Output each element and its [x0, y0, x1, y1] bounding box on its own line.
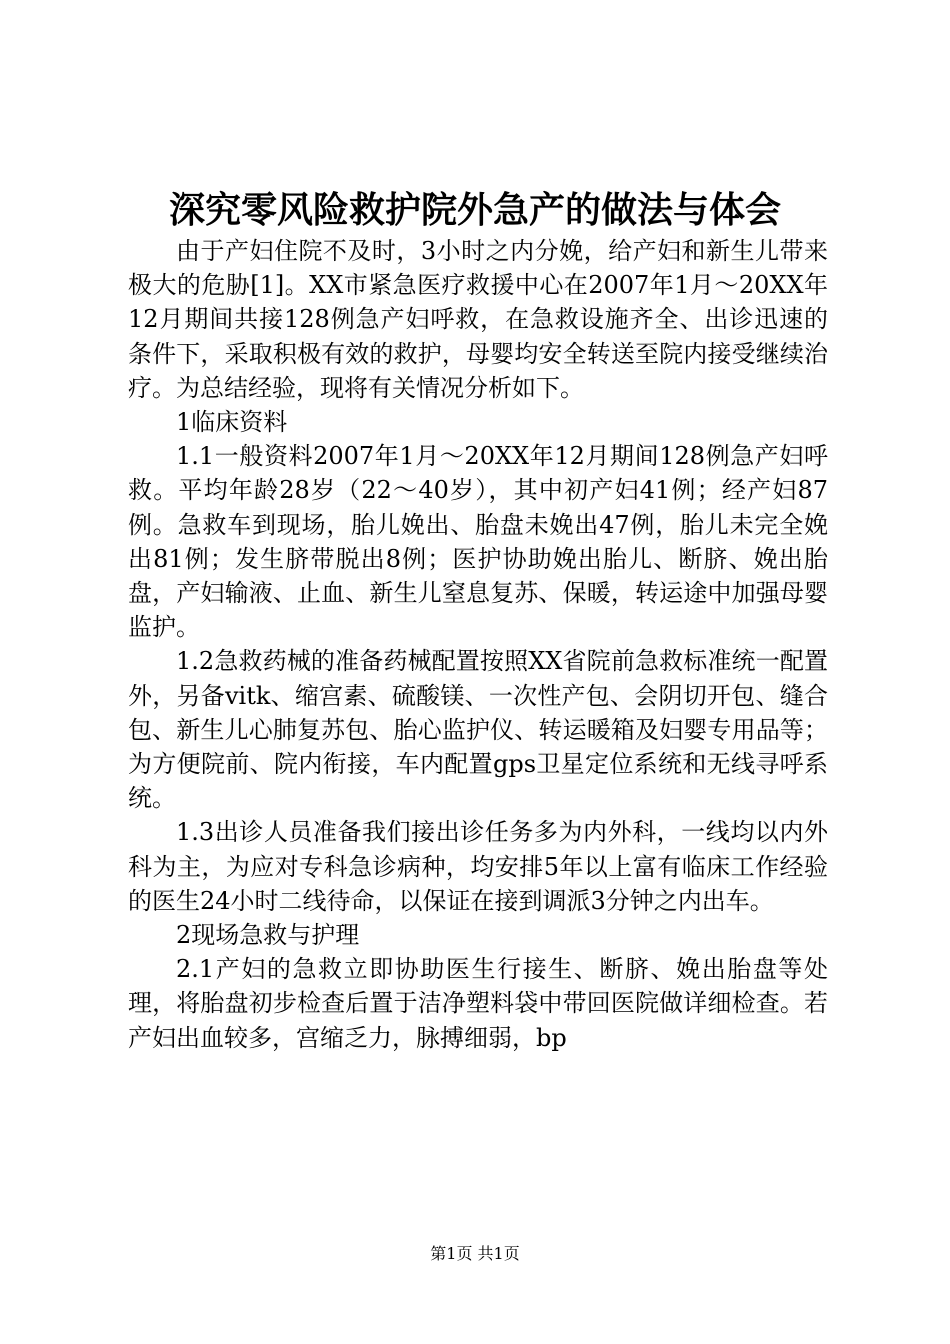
document-body [128, 234, 828, 1055]
paragraph-staff-preparation: 1.3出诊人员准备我们接出诊任务多为内外科，一线均以内外科为主，为应对专科急诊病种，均安排5年以上富有临床工作经验的医生24小时二线待命，以保证在接到调派3分钟之内出车。 [128, 818, 828, 915]
document-title: 深究零风险救护院外急产的做法与体会 [168, 189, 781, 231]
paragraph-maternal-emergency: 2.1产妇的急救立即协助医生行接生、断脐、娩出胎盘等处理，将胎盘初步检查后置于洁净塑料袋中带回医院做详细检查。若产妇出血较多，宫缩乏力，脉搏细弱，bp [128, 955, 828, 1052]
section-heading-clinical-data: 1临床资料 [176, 408, 288, 437]
page-footer: 第1页 共1页 [430, 1244, 520, 1263]
paragraph-equipment-preparation: 1.2急救药械的准备药械配置按照XX省院前急救标准统一配置外，另备vitk、缩宫素、硫酸镁、一次性产包、会阴切开包、缝合包、新生儿心肺复苏包、胎心监护仪、转运暖箱及妇婴专用品等；为方便院前、院内衔接，车内配置gps卫星定位系统和无线寻呼系统。 [128, 647, 828, 813]
paragraph-intro: 由于产妇住院不及时，3小时之内分娩，给产妇和新生儿带来极大的危胁[1]。XX市紧急医疗救援中心在2007年1月～20XX年12月期间共接128例急产妇呼救，在急救设施齐全、出诊迅速的条件下，采取积极有效的救护，母婴均安全转送至院内接受继续治疗。为总结经验，现将有关情况分析如下。 [128, 237, 828, 402]
section-heading-onsite-care: 2现场急救与护理 [176, 921, 360, 950]
paragraph-general-data: 1.1一般资料2007年1月～20XX年12月期间128例急产妇呼救。平均年龄28岁（22～40岁），其中初产妇41例；经产妇87例。急救车到现场，胎儿娩出、胎盘未娩出47例，胎儿未完全娩出81例；发生脐带脱出8例；医护协助娩出胎儿、断脐、娩出胎盘，产妇输液、止血、新生儿窒息复苏、保暖，转运途中加强母婴监护。 [128, 442, 828, 642]
